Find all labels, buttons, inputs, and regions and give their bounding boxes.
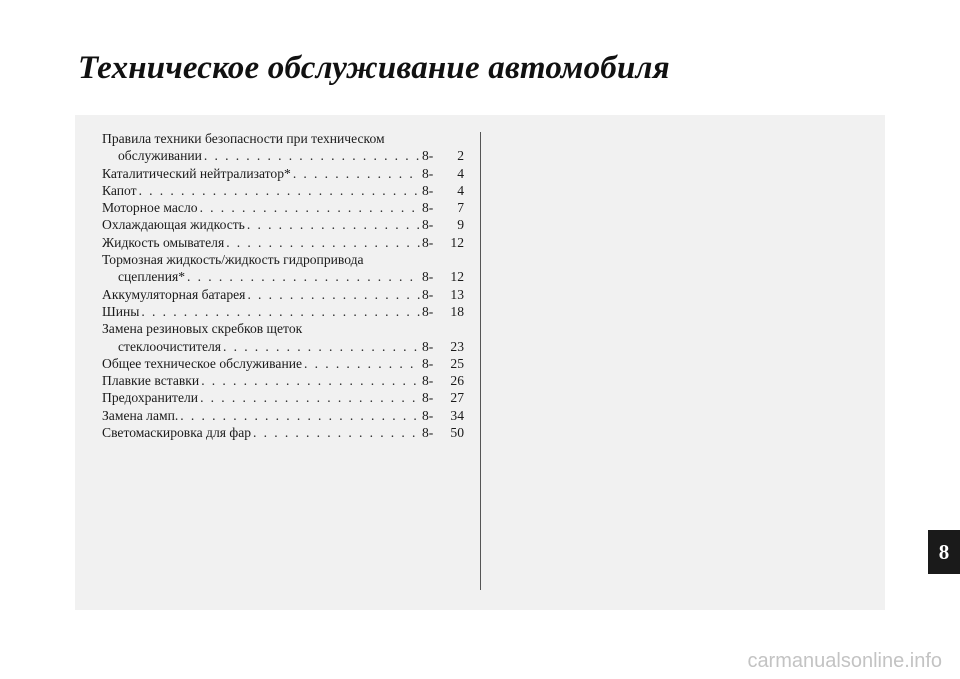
toc-entry[interactable] <box>102 216 464 233</box>
toc-entry-title: Аккумуляторная батарея <box>102 286 246 302</box>
page-reference <box>422 199 464 216</box>
toc-entry-title: Каталитический нейтрализатор* <box>102 165 291 181</box>
page-number: 13 <box>450 286 464 302</box>
toc-entry[interactable] <box>102 286 464 303</box>
toc-entry-title: Капот <box>102 182 137 198</box>
toc-line <box>102 372 464 389</box>
toc-line <box>102 355 464 372</box>
page-number: 7 <box>457 200 464 216</box>
toc-entry[interactable] <box>102 303 464 320</box>
toc-entry-title: обслуживании <box>118 148 202 164</box>
toc-entry[interactable] <box>102 372 464 389</box>
page-number: 50 <box>450 425 464 441</box>
toc-entry-title: сцепления* <box>118 269 186 285</box>
table-of-contents <box>102 130 464 441</box>
dot-leader <box>253 424 420 441</box>
chapter-number: 8- <box>422 269 434 285</box>
toc-entry-title: Замена ламп. <box>102 407 179 423</box>
page-number: 34 <box>450 407 464 423</box>
toc-line <box>102 303 464 320</box>
dot-leader <box>200 389 420 406</box>
toc-line <box>102 182 464 199</box>
chapter-number: 8- <box>422 286 434 302</box>
toc-line <box>102 147 464 164</box>
chapter-number: 8- <box>422 407 434 423</box>
dot-leader <box>226 234 420 251</box>
page-number: 26 <box>450 373 464 389</box>
dot-leader <box>139 182 420 199</box>
chapter-number: 8- <box>422 303 434 319</box>
toc-entry-title: Охлаждающая жидкость <box>102 217 245 233</box>
toc-line <box>102 268 464 285</box>
page-number: 12 <box>450 269 464 285</box>
toc-line <box>102 320 464 337</box>
dot-leader <box>201 372 420 389</box>
dot-leader <box>204 147 420 164</box>
page-reference <box>422 286 464 303</box>
page-reference <box>422 355 464 372</box>
page-reference <box>422 165 464 182</box>
chapter-number: 8- <box>422 217 434 233</box>
page-number: 25 <box>450 355 464 371</box>
watermark: carmanualsonline.info <box>747 650 942 672</box>
toc-line <box>102 234 464 251</box>
toc-entry[interactable] <box>102 234 464 251</box>
page-reference <box>422 372 464 389</box>
page-reference <box>422 268 464 285</box>
chapter-number: 8- <box>422 182 434 198</box>
toc-entry[interactable] <box>102 182 464 199</box>
column-divider <box>480 132 481 590</box>
toc-entry-title: Жидкость омывателя <box>102 234 225 250</box>
toc-entry-title: Тормозная жидкость/жидкость гидропривода <box>102 252 364 268</box>
toc-entry-title: Шины <box>102 303 140 319</box>
page-reference <box>422 147 464 164</box>
dot-leader <box>141 303 420 320</box>
chapter-number: 8- <box>422 165 434 181</box>
page-number: 4 <box>457 165 464 181</box>
toc-entry[interactable] <box>102 389 464 406</box>
page-reference <box>422 182 464 199</box>
toc-line <box>102 424 464 441</box>
toc-line <box>102 216 464 233</box>
chapter-number: 8- <box>422 234 434 250</box>
toc-line <box>102 165 464 182</box>
toc-line <box>102 199 464 216</box>
page-reference <box>422 303 464 320</box>
page-reference <box>422 424 464 441</box>
toc-entry[interactable] <box>102 355 464 372</box>
toc-line <box>102 251 464 268</box>
dot-leader <box>180 407 420 424</box>
dot-leader <box>200 199 420 216</box>
chapter-number: 8- <box>422 373 434 389</box>
toc-entry-title: Общее техническое обслуживание <box>102 355 303 371</box>
page-reference <box>422 407 464 424</box>
toc-entry-title: стеклоочистителя <box>118 338 222 354</box>
toc-entry-title: Замена резиновых скребков щеток <box>102 321 303 337</box>
toc-entry[interactable] <box>102 320 464 355</box>
page-number: 27 <box>450 390 464 406</box>
page-reference <box>422 389 464 406</box>
toc-entry-title: Предохранители <box>102 390 199 406</box>
page-number: 18 <box>450 303 464 319</box>
toc-entry[interactable] <box>102 407 464 424</box>
chapter-number: 8- <box>422 355 434 371</box>
dot-leader <box>304 355 420 372</box>
page-number: 2 <box>457 148 464 164</box>
toc-entry-title: Правила техники безопасности при техническом <box>102 131 385 146</box>
page-number: 23 <box>450 338 464 354</box>
toc-entry[interactable] <box>102 251 464 286</box>
chapter-number: 8- <box>422 425 434 441</box>
toc-line <box>102 407 464 424</box>
toc-line <box>102 130 464 147</box>
dot-leader <box>187 268 420 285</box>
toc-entry[interactable] <box>102 130 464 165</box>
toc-line <box>102 286 464 303</box>
toc-entry[interactable] <box>102 199 464 216</box>
toc-line <box>102 389 464 406</box>
toc-entry-title: Светомаскировка для фар <box>102 425 252 441</box>
dot-leader <box>293 165 420 182</box>
chapter-number: 8- <box>422 148 434 164</box>
chapter-number: 8- <box>422 390 434 406</box>
chapter-tab[interactable]: 8 <box>928 530 960 574</box>
page-reference <box>422 234 464 251</box>
dot-leader <box>247 286 420 303</box>
page-number: 9 <box>457 217 464 233</box>
toc-entry-title: Плавкие вставки <box>102 373 200 389</box>
page-number: 4 <box>457 182 464 198</box>
page-reference <box>422 216 464 233</box>
chapter-number: 8- <box>422 338 434 354</box>
page-number: 12 <box>450 234 464 250</box>
page-reference <box>422 338 464 355</box>
dot-leader <box>223 338 420 355</box>
toc-entry[interactable] <box>102 424 464 441</box>
chapter-number: 8- <box>422 200 434 216</box>
toc-entry[interactable] <box>102 165 464 182</box>
toc-entry-title: Моторное масло <box>102 200 198 216</box>
toc-line <box>102 338 464 355</box>
page-title: Техническое обслуживание автомобиля <box>78 50 670 86</box>
dot-leader <box>247 216 420 233</box>
